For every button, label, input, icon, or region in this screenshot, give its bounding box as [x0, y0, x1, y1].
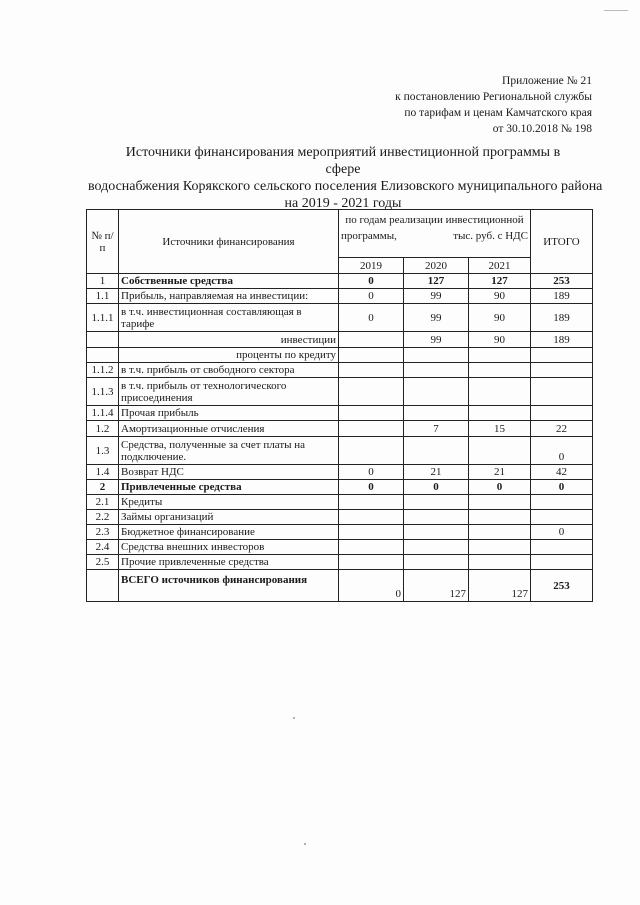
row-2021: [469, 363, 531, 378]
row-total: [531, 348, 593, 363]
row-total: [531, 555, 593, 570]
header-years-programs: программы,: [341, 230, 397, 242]
row-2020: [404, 510, 469, 525]
row-2019: [339, 363, 404, 378]
row-name: в т.ч. инвестиционная составляющая в тарифе: [119, 304, 339, 332]
table-row: [87, 289, 593, 304]
row-num: 1.1.1: [87, 304, 119, 332]
row-2019: [339, 495, 404, 510]
row-name: в т.ч. прибыль от технологического присоединения: [119, 378, 339, 406]
row-num: [87, 348, 119, 363]
row-name: Прочая прибыль: [119, 406, 339, 421]
row-name: Привлеченные средства: [119, 480, 339, 495]
row-total: [531, 540, 593, 555]
title-line-3: на 2019 - 2021 годы: [284, 196, 402, 211]
row-total: 253: [531, 274, 593, 289]
row-num: 2.1: [87, 495, 119, 510]
table-row: [87, 495, 593, 510]
row-2021: [469, 348, 531, 363]
table-row: [87, 378, 593, 406]
row-2019: [339, 378, 404, 406]
header-units: тыс. руб. с НДС: [453, 230, 528, 242]
row-num: 1.2: [87, 421, 119, 437]
row-num: [87, 570, 119, 602]
row-total: [531, 378, 593, 406]
title-line-1: Источники финансирования мероприятий инвестиционной программы в сфере: [125, 145, 561, 177]
row-total: 189: [531, 332, 593, 348]
row-2021: 90: [469, 304, 531, 332]
row-2019: [339, 437, 404, 465]
row-name: проценты по кредиту: [119, 348, 339, 363]
table-row: [87, 406, 593, 421]
row-2020: 99: [404, 289, 469, 304]
row-total: 0: [531, 437, 593, 465]
row-total: [531, 363, 593, 378]
row-2019: 0: [339, 480, 404, 495]
row-num: 1.1: [87, 289, 119, 304]
row-name: Возврат НДС: [119, 465, 339, 480]
row-2019: [339, 406, 404, 421]
table-row: [87, 348, 593, 363]
row-name: Прочие привлеченные средства: [119, 555, 339, 570]
table-row: [87, 274, 593, 289]
appendix-line-2: к постановлению Региональной службы: [395, 91, 592, 103]
row-2020: 99: [404, 304, 469, 332]
financing-table: [86, 209, 593, 602]
row-2021: [469, 525, 531, 540]
row-num: 1.3: [87, 437, 119, 465]
row-2020: [404, 525, 469, 540]
table-row: [87, 480, 593, 495]
row-2019: [339, 421, 404, 437]
table-row-total: [87, 570, 593, 602]
row-num: 2.4: [87, 540, 119, 555]
table-row: [87, 525, 593, 540]
row-num: 1.4: [87, 465, 119, 480]
table-row: [87, 465, 593, 480]
table-row: [87, 363, 593, 378]
row-2019: [339, 525, 404, 540]
row-name: Кредиты: [119, 495, 339, 510]
row-2020: [404, 540, 469, 555]
table-header-row: [87, 210, 593, 258]
row-num: 1.1.2: [87, 363, 119, 378]
row-name: Амортизационные отчисления: [119, 421, 339, 437]
row-num: 2.2: [87, 510, 119, 525]
row-2020: [404, 495, 469, 510]
table-row: [87, 304, 593, 332]
row-2019: 0: [339, 465, 404, 480]
table-row: [87, 332, 593, 348]
row-2020: 127: [404, 570, 469, 602]
row-2019: [339, 540, 404, 555]
row-2019: 0: [339, 274, 404, 289]
table-row: [87, 510, 593, 525]
row-2019: 0: [339, 570, 404, 602]
row-2019: [339, 510, 404, 525]
header-source: Источники финансирования: [119, 210, 339, 274]
appendix-line-1: Приложение № 21: [502, 75, 592, 87]
row-2021: 0: [469, 480, 531, 495]
row-num: 1.1.4: [87, 406, 119, 421]
header-num: № п/п: [87, 210, 119, 274]
row-total: 0: [531, 480, 593, 495]
row-name: Займы организаций: [119, 510, 339, 525]
row-2019: [339, 555, 404, 570]
header-year-2020: 2020: [404, 258, 469, 274]
table-row: [87, 437, 593, 465]
row-name: Бюджетное финансирование: [119, 525, 339, 540]
row-2021: [469, 555, 531, 570]
header-years: [339, 210, 531, 258]
header-years-line-a: по годам реализации инвестиционной: [345, 214, 524, 226]
header-total: ИТОГО: [531, 210, 593, 274]
row-2019: [339, 348, 404, 363]
row-2021: [469, 510, 531, 525]
header-year-2019: 2019: [339, 258, 404, 274]
row-total: 22: [531, 421, 593, 437]
row-2020: [404, 437, 469, 465]
row-2021: [469, 406, 531, 421]
row-2019: 0: [339, 289, 404, 304]
row-2021: [469, 540, 531, 555]
row-name: ВСЕГО источников финансирования: [119, 570, 339, 602]
table-row: [87, 555, 593, 570]
row-total: [531, 510, 593, 525]
table-row: [87, 540, 593, 555]
document-title: [88, 144, 603, 212]
row-total: 189: [531, 289, 593, 304]
row-2020: 0: [404, 480, 469, 495]
row-2021: 127: [469, 570, 531, 602]
appendix-block: [395, 73, 592, 137]
row-name: Прибыль, направляемая на инвестиции:: [119, 289, 339, 304]
table-row: [87, 421, 593, 437]
scan-mark: [604, 10, 628, 11]
row-2020: [404, 348, 469, 363]
row-name: Собственные средства: [119, 274, 339, 289]
row-total: 253: [531, 570, 593, 602]
row-num: 2.5: [87, 555, 119, 570]
row-total: 42: [531, 465, 593, 480]
row-num: 1: [87, 274, 119, 289]
row-2021: 127: [469, 274, 531, 289]
row-2020: 21: [404, 465, 469, 480]
row-2020: 7: [404, 421, 469, 437]
row-num: [87, 332, 119, 348]
row-total: [531, 406, 593, 421]
row-2019: 0: [339, 304, 404, 332]
row-2020: [404, 555, 469, 570]
row-num: 2: [87, 480, 119, 495]
row-2019: [339, 332, 404, 348]
row-2020: [404, 406, 469, 421]
row-2021: [469, 378, 531, 406]
row-2021: [469, 437, 531, 465]
row-name: инвестиции: [119, 332, 339, 348]
row-name: Средства внешних инвесторов: [119, 540, 339, 555]
row-total: 0: [531, 525, 593, 540]
row-2020: 99: [404, 332, 469, 348]
row-name: Средства, полученные за счет платы на подключение.: [119, 437, 339, 465]
row-2021: 21: [469, 465, 531, 480]
row-2020: [404, 363, 469, 378]
row-2020: [404, 378, 469, 406]
title-line-2: водоснабжения Корякского сельского поселения Елизовского муниципального района: [88, 179, 603, 194]
scan-speck: [304, 843, 306, 845]
appendix-line-4: от 30.10.2018 № 198: [492, 123, 592, 135]
row-2021: 90: [469, 332, 531, 348]
row-name: в т.ч. прибыль от свободного сектора: [119, 363, 339, 378]
row-2021: 15: [469, 421, 531, 437]
row-2021: [469, 495, 531, 510]
row-2020: 127: [404, 274, 469, 289]
header-year-2021: 2021: [469, 258, 531, 274]
row-total: 189: [531, 304, 593, 332]
header-years-line-b: [341, 230, 528, 242]
row-2021: 90: [469, 289, 531, 304]
row-total: [531, 495, 593, 510]
row-num: 1.1.3: [87, 378, 119, 406]
scan-speck: [293, 717, 295, 719]
row-num: 2.3: [87, 525, 119, 540]
appendix-line-3: по тарифам и ценам Камчатского края: [404, 107, 592, 119]
